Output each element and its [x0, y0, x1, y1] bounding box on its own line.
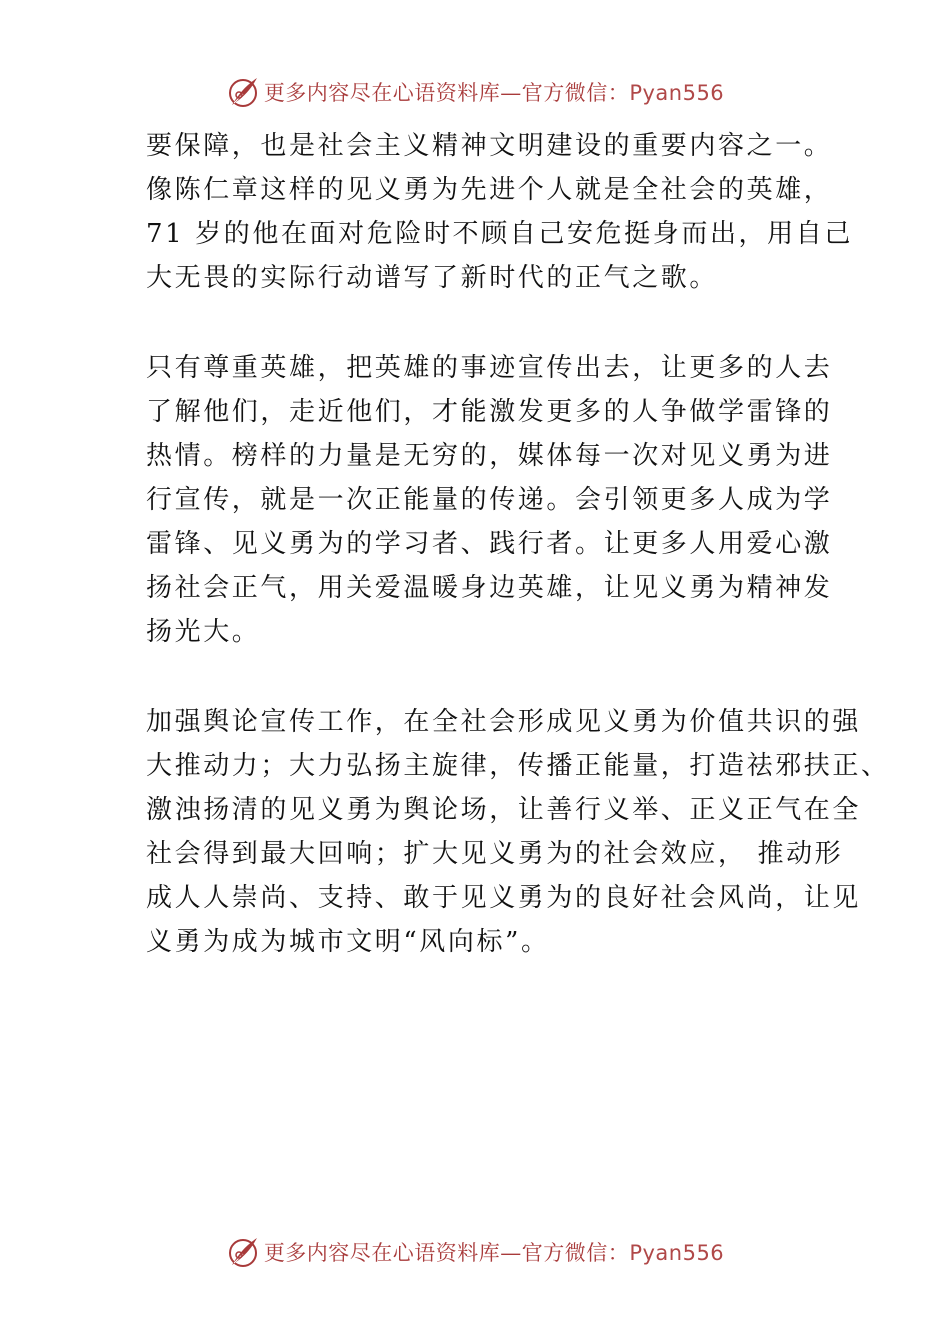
header-banner — [0, 70, 950, 114]
text-line: 激浊扬清的见义勇为舆论场，让善行义举、正义正气在全 — [146, 795, 862, 825]
paragraph-3 — [146, 700, 890, 964]
footer-banner-main: 更多内容尽在心语资料库—官方微信： — [263, 1241, 630, 1265]
header-banner-main: 更多内容尽在心语资料库—官方微信： — [263, 81, 630, 105]
footer-banner — [0, 1230, 950, 1274]
text-line: 热情。榜样的力量是无穷的，媒体每一次对见义勇为进 — [146, 441, 833, 471]
text-line: 大推动力；大力弘扬主旋律，传播正能量，打造祛邪扶正、 — [146, 751, 890, 781]
text-line: 义勇为成为城市文明“风向标”。 — [146, 927, 550, 957]
text-line: 了解他们，走近他们，才能激发更多的人争做学雷锋的 — [146, 397, 833, 427]
text-line: 要保障，也是社会主义精神文明建设的重要内容之一。 — [146, 131, 833, 161]
text-line: 只有尊重英雄，把英雄的事迹宣传出去，让更多的人去 — [146, 353, 833, 383]
text-line: 扬光大。 — [146, 617, 261, 647]
footer-banner-text — [264, 1237, 724, 1267]
text-line: 扬社会正气，用关爱温暖身边英雄，让见义勇为精神发 — [146, 573, 833, 603]
quill-pen-seal-icon — [226, 75, 260, 109]
text-line: 雷锋、见义勇为的学习者、践行者。让更多人用爱心激 — [146, 529, 833, 559]
document-body — [146, 124, 890, 1010]
text-line: 大无畏的实际行动谱写了新时代的正气之歌。 — [146, 263, 719, 293]
footer-wechat-id: Pyan556 — [629, 1241, 725, 1265]
text-line: 社会得到最大回响；扩大见义勇为的社会效应， 推动形 — [146, 839, 844, 869]
header-wechat-id: Pyan556 — [629, 81, 725, 105]
text-line: 像陈仁章这样的见义勇为先进个人就是全社会的英雄， — [146, 175, 833, 205]
quill-pen-seal-icon — [226, 1235, 260, 1269]
paragraph-2 — [146, 346, 836, 654]
text-line: 71 岁的他在面对危险时不顾自己安危挺身而出，用自己 — [146, 219, 853, 249]
text-line: 加强舆论宣传工作，在全社会形成见义勇为价值共识的强 — [146, 707, 862, 737]
text-line: 成人人崇尚、支持、敢于见义勇为的良好社会风尚，让见 — [146, 883, 862, 913]
text-line: 行宣传，就是一次正能量的传递。会引领更多人成为学 — [146, 485, 833, 515]
header-banner-text — [264, 77, 724, 107]
paragraph-1 — [146, 124, 853, 300]
